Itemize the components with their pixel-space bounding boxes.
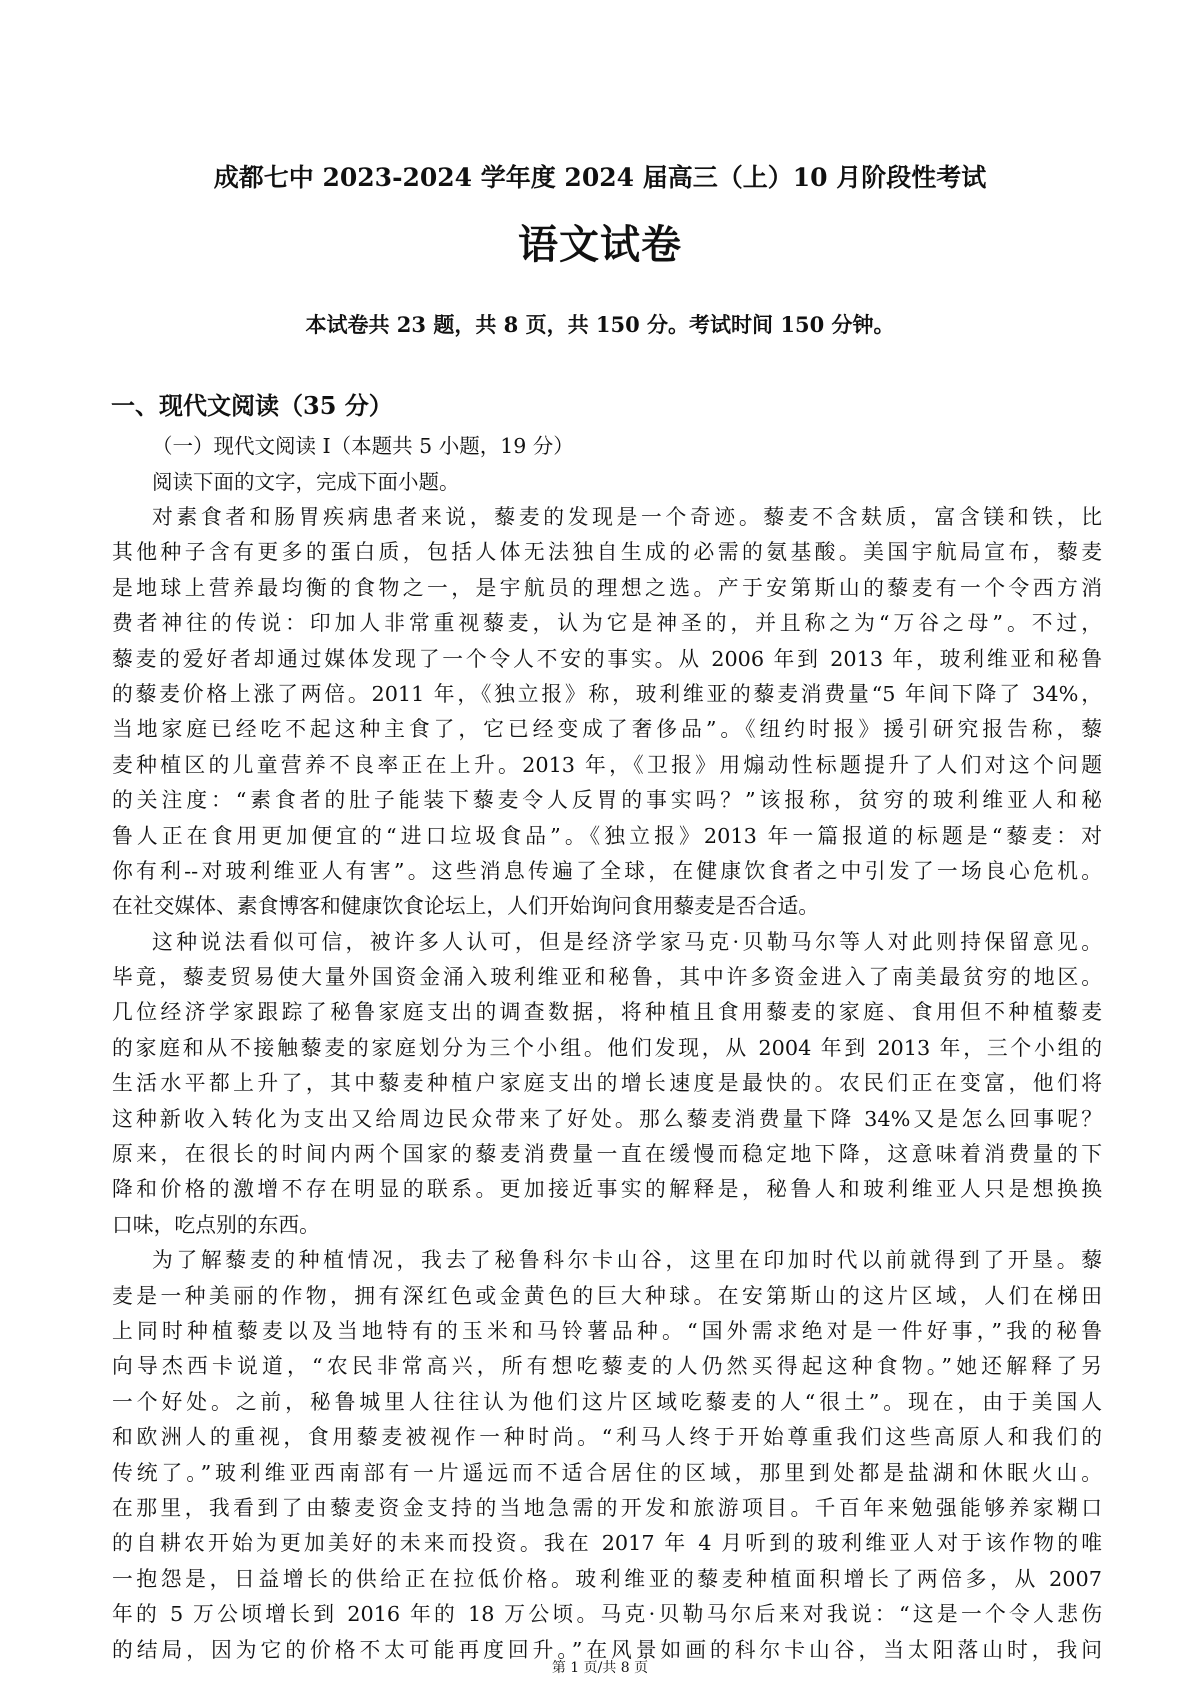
passage-line: 的家庭和从不接触藜麦的家庭划分为三个小组。他们发现，从 2004 年到 2013 年，三个小组的 — [112, 1035, 1102, 1060]
passage-line: 的结局，因为它的价格不太可能再度回升。”在风景如画的科尔卡山谷，当太阳落山时，我问 — [112, 1637, 1102, 1662]
passage-line: 在那里，我看到了由藜麦资金支持的当地急需的开发和旅游项目。千百年来勉强能够养家糊口 — [112, 1495, 1102, 1520]
passage-line: 上同时种植藜麦以及当地特有的玉米和马铃薯品种。“国外需求绝对是一件好事，”我的秘鲁 — [112, 1318, 1102, 1343]
exam-info: 本试卷共 23 题，共 8 页，共 150 分。考试时间 150 分钟。 — [305, 312, 895, 337]
passage-line: 的藜麦价格上涨了两倍。2011 年，《独立报》称，玻利维亚的藜麦消费量“5 年间下降了 34%， — [112, 681, 1102, 706]
passage-line: 麦种植区的儿童营养不良率正在上升。2013 年，《卫报》用煽动性标题提升了人们对这个问题 — [112, 752, 1102, 777]
section-heading: 一、现代文阅读（35 分） — [111, 391, 393, 420]
passage-line: 口味，吃点别的东西。 — [112, 1212, 320, 1237]
passage-line: 年的 5 万公顷增长到 2016 年的 18 万公顷。马克·贝勒马尔后来对我说：“这是一个令人悲伤 — [112, 1602, 1102, 1627]
passage-line: 这种新收入转化为支出又给周边民众带来了好处。那么藜麦消费量下降 34%又是怎么回事呢？ — [112, 1106, 1102, 1131]
passage-line: 几位经济学家跟踪了秘鲁家庭支出的调查数据，将种植且食用藜麦的家庭、食用但不种植藜麦 — [112, 1000, 1102, 1025]
sub-heading: （一）现代文阅读 I（本题共 5 小题，19 分） — [152, 434, 574, 458]
passage-line: 其他种子含有更多的蛋白质，包括人体无法独自生成的必需的氨基酸。美国宇航局宣布，藜麦 — [112, 540, 1102, 565]
passage-line: 降和价格的激增不存在明显的联系。更加接近事实的解释是，秘鲁人和玻利维亚人只是想换换 — [112, 1177, 1102, 1202]
passage-line: 毕竟，藜麦贸易使大量外国资金涌入玻利维亚和秘鲁，其中许多资金进入了南美最贫穷的地区。 — [112, 965, 1102, 990]
passage-line: 原来，在很长的时间内两个国家的藜麦消费量一直在缓慢而稳定地下降，这意味着消费量的下 — [112, 1142, 1102, 1167]
passage-line: 一个好处。之前，秘鲁城里人往往认为他们这片区域吃藜麦的人“很土”。现在，由于美国人 — [112, 1389, 1102, 1414]
subject-title: 语文试卷 — [518, 221, 682, 268]
passage-line: 对素食者和肠胃疾病患者来说，藜麦的发现是一个奇迹。藜麦不含麸质，富含镁和铁，比 — [152, 505, 1102, 529]
passage-line: 和欧洲人的重视，食用藜麦被视作一种时尚。“利马人终于开始尊重我们这些高原人和我们的 — [112, 1425, 1102, 1450]
passage-line: 藜麦的爱好者却通过媒体发现了一个令人不安的事实。从 2006 年到 2013 年，玻利维亚和秘鲁 — [112, 646, 1102, 671]
passage-line: 当地家庭已经吃不起这种主食了，它已经变成了奢侈品”。《纽约时报》援引研究报告称，藜 — [112, 717, 1102, 742]
exam-header: 成都七中 2023-2024 学年度 2024 届高三（上）10 月阶段性考试 — [213, 163, 987, 192]
passage-line: 鲁人正在食用更加便宜的“进口垃圾食品”。《独立报》2013 年一篇报道的标题是“藜麦：对 — [112, 823, 1102, 848]
passage-line: 的自耕农开始为更加美好的未来而投资。我在 2017 年 4 月听到的玻利维亚人对于该作物的唯 — [112, 1531, 1102, 1556]
reading-passage — [112, 500, 1102, 1668]
passage-line: 一抱怨是，日益增长的供给正在拉低价格。玻利维亚的藜麦种植面积增长了两倍多，从 2007 — [112, 1566, 1102, 1591]
passage-line: 生活水平都上升了，其中藜麦种植户家庭支出的增长速度是最快的。农民们正在变富，他们将 — [112, 1071, 1102, 1096]
passage-line: 麦是一种美丽的作物，拥有深红色或金黄色的巨大种球。在安第斯山的这片区域，人们在梯田 — [112, 1283, 1102, 1308]
passage-line: 在社交媒体、素食博客和健康饮食论坛上，人们开始询问食用藜麦是否合适。 — [112, 894, 820, 919]
passage-line: 这种说法看似可信，被许多人认可，但是经济学家马克·贝勒马尔等人对此则持保留意见。 — [152, 929, 1102, 954]
passage-line: 的关注度：“素食者的肚子能装下藜麦令人反胃的事实吗？”该报称，贫穷的玻利维亚人和秘 — [112, 788, 1102, 813]
passage-line: 费者神往的传说：印加人非常重视藜麦，认为它是神圣的，并且称之为“万谷之母”。不过， — [112, 611, 1102, 636]
passage-line: 传统了。”玻利维亚西南部有一片遥远而不适合居住的区域，那里到处都是盐湖和休眠火山。 — [112, 1460, 1102, 1485]
reading-instruction: 阅读下面的文字，完成下面小题。 — [152, 470, 460, 494]
passage-line: 是地球上营养最均衡的食物之一，是宇航员的理想之选。产于安第斯山的藜麦有一个令西方消 — [112, 575, 1102, 600]
page-number: 第 1 页/共 8 页 — [551, 1660, 649, 1676]
passage-line: 向导杰西卡说道，“农民非常高兴，所有想吃藜麦的人仍然买得起这种食物。”她还解释了另 — [112, 1354, 1102, 1379]
passage-line: 你有利--对玻利维亚人有害”。这些消息传遍了全球，在健康饮食者之中引发了一场良心危机。 — [112, 858, 1102, 883]
passage-line: 为了解藜麦的种植情况，我去了秘鲁科尔卡山谷，这里在印加时代以前就得到了开垦。藜 — [152, 1248, 1102, 1273]
